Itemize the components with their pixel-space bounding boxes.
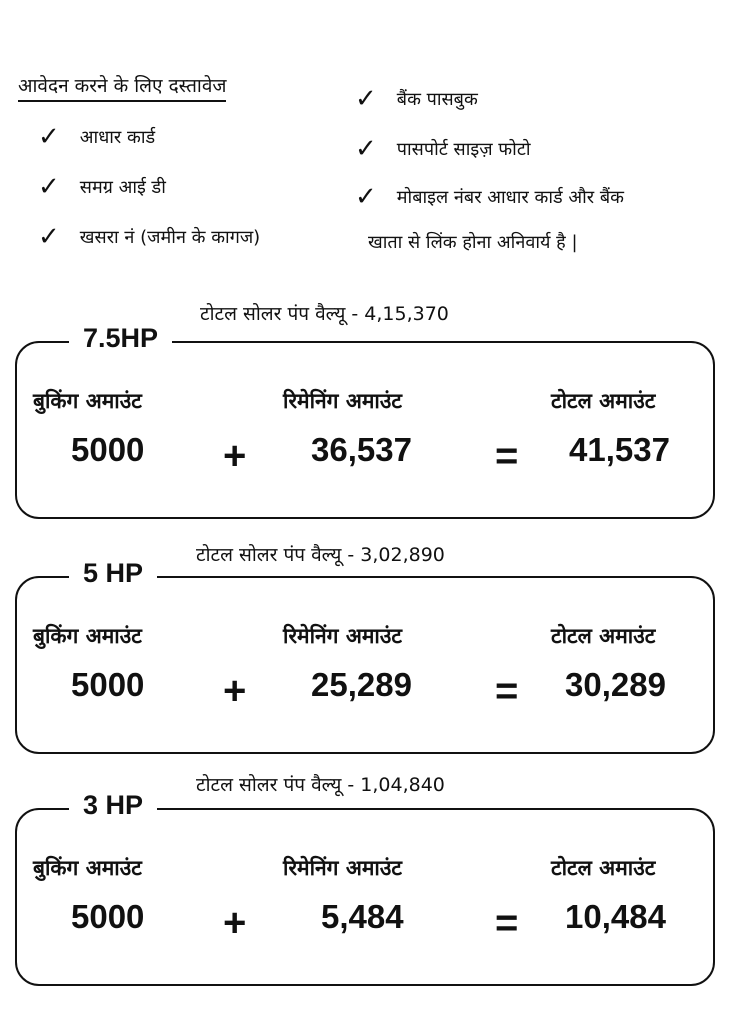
plan-hp-label: 5 HP — [69, 558, 157, 589]
doc-item-bank-passbook — [355, 86, 478, 112]
booking-amount-label: बुकिंग अमाउंट — [33, 856, 142, 880]
doc-label: मोबाइल नंबर आधार कार्ड और बैंक — [396, 187, 624, 208]
booking-amount-value: 5000 — [71, 431, 145, 468]
equals-sign: = — [495, 901, 519, 945]
remaining-amount-value: 36,537 — [311, 431, 412, 468]
equals-sign: = — [495, 434, 519, 478]
doc-label: खसरा नं (जमीन के कागज) — [79, 227, 261, 248]
plan-hp-label: 3 HP — [69, 790, 157, 821]
equals-sign: = — [495, 669, 519, 713]
plus-sign: + — [223, 901, 247, 945]
plan-card-5hp — [15, 558, 715, 754]
doc-label: समग्र आई डी — [79, 177, 166, 198]
plus-sign: + — [223, 434, 247, 478]
remaining-amount-label: रिमेनिंग अमाउंट — [283, 856, 402, 880]
documents-title: आवेदन करने के लिए दस्तावेज — [18, 72, 226, 102]
total-amount-value: 10,484 — [565, 898, 666, 935]
checkmark-icon: ✓ — [38, 122, 60, 152]
total-amount-label: टोटल अमाउंट — [551, 389, 656, 413]
checkmark-icon: ✓ — [355, 182, 377, 212]
total-amount-label: टोटल अमाउंट — [551, 624, 656, 648]
remaining-amount-label: रिमेनिंग अमाउंट — [283, 624, 402, 648]
remaining-amount-label: रिमेनिंग अमाउंट — [283, 389, 402, 413]
plus-sign: + — [223, 669, 247, 713]
total-amount-value: 41,537 — [569, 431, 670, 468]
doc-item-samagra-id — [38, 174, 166, 200]
doc-label: बैंक पासबुक — [396, 89, 478, 110]
plan-card-7-5hp — [15, 323, 715, 519]
checkmark-icon: ✓ — [355, 84, 377, 114]
total-amount-value: 30,289 — [565, 666, 666, 703]
booking-amount-value: 5000 — [71, 666, 145, 703]
plan-value-line: टोटल सोलर पंप वैल्यू - 1,04,840 — [196, 774, 445, 796]
plan-card-3hp — [15, 790, 715, 986]
booking-amount-label: बुकिंग अमाउंट — [33, 624, 142, 648]
plan-value-line: टोटल सोलर पंप वैल्यू - 4,15,370 — [200, 303, 449, 325]
booking-amount-label: बुकिंग अमाउंट — [33, 389, 142, 413]
doc-item-mobile-link-continuation: खाता से लिंक होना अनिवार्य है | — [368, 232, 578, 253]
booking-amount-value: 5000 — [71, 898, 145, 935]
doc-label: आधार कार्ड — [79, 127, 156, 148]
doc-label: पासपोर्ट साइज़ फोटो — [396, 139, 531, 160]
total-amount-label: टोटल अमाउंट — [551, 856, 656, 880]
plan-hp-label: 7.5HP — [69, 323, 172, 354]
checkmark-icon: ✓ — [355, 134, 377, 164]
remaining-amount-value: 25,289 — [311, 666, 412, 703]
remaining-amount-value: 5,484 — [321, 898, 404, 935]
doc-item-mobile-link — [355, 184, 624, 210]
plan-value-line: टोटल सोलर पंप वैल्यू - 3,02,890 — [196, 544, 445, 566]
doc-item-passport-photo — [355, 136, 531, 162]
checkmark-icon: ✓ — [38, 222, 60, 252]
checkmark-icon: ✓ — [38, 172, 60, 202]
doc-item-khasra — [38, 224, 260, 250]
doc-item-aadhaar — [38, 124, 155, 150]
